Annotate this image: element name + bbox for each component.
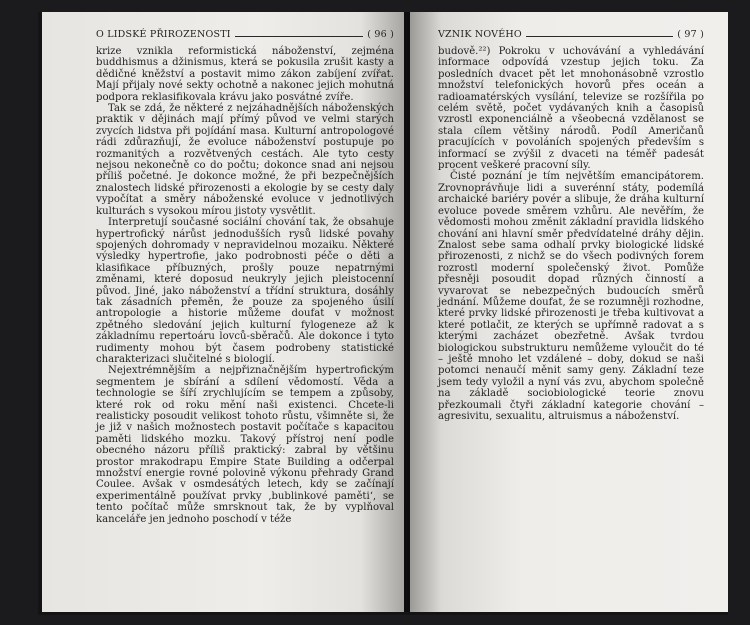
left-page-header — [96, 26, 394, 40]
paragraph: Tak se zdá, že některé z nejzáhadnějších náboženských praktik v dějinách mají přímý původ ve velmi starých zvycích lidstva při pojídání masa. Kulturní antropologové rádi zdůrazňují, že evoluce náboženství postupuje po rozmanitých a rozvětvených cestách. Ale tyto cesty nejsou nekonečně co do počtu; dokonce snad ani nejsou příliš početné. Je dokonce možné, že při bezpečnějších znalostech lidské přirozenosti a ekologie by se cesty daly vypočítat a směry náboženské evoluce v jednotlivých kulturách s vysokou mírou jistoty vysvětlit. — [96, 103, 394, 217]
paragraph: budově.²²) Pokroku v uchovávání a vyhledávání informace odpovídá vzestup jejich toku. Za posledních dvacet pět let mnohonásobně vzrostlo množství telefonických hovorů přes oceán a radioamatérských vysílání, televize se rozšířila po celém světě, počet vydávaných knih a časopisů vzrostl exponenciálně a všeobecná vzdělanost se stala cílem většiny národů. Podíl Američanů pracujících v povoláních spojených především s informací se zvýšil z dvaceti na téměř padesát procent veškeré pracovní síly. — [438, 46, 704, 172]
left-page-number: ( 96 ) — [367, 29, 394, 40]
left-page-text — [96, 46, 394, 525]
right-running-head: VZNIK NOVÉHO — [438, 29, 522, 40]
right-page — [410, 12, 728, 612]
header-rule — [526, 36, 673, 37]
right-page-number: ( 97 ) — [677, 29, 704, 40]
left-page — [42, 12, 404, 612]
right-page-text — [438, 46, 704, 422]
open-book — [38, 12, 728, 615]
paragraph: Čisté poznání je tím největším emancipátorem. Zrovnoprávňuje lidi a suverénní státy, podemílá archaické bariéry povér a slibuje, že dráha kulturní evoluce povede směrem vzhůru. Ale nevěřím, že vědomosti mohou změnit základní pravidla lidského chování ani hlavní směr předvídatelné dráhy dějin. Znalost sebe sama odhalí prvky biologické lidské přirozenosti, z nichž se do všech podivných forem rozrostl moderní společenský život. Pomůže přesněji posoudit dopad různých činností a vyvarovat se nebezpečných budoucích směrů jednání. Můžeme doufat, že se rozumněji rozhodne, které prvky lidské přirozenosti je třeba kultivovat a které potlačit, ze kterých se upřímně radovat a s kterými zacházet obezřetně. Avšak tvrdou biologickou substrukturu nemůžeme vyloučit do té – ještě mnoho let vzdálené – doby, dokud se naši potomci nenaučí měnit samy geny. Základní teze jsem tedy vyložil a nyní vás zvu, abychom společně na základě sociobiologické teorie znovu přezkoumali čtyři základní kategorie chování – agresivitu, sexualitu, altruismus a náboženství. — [438, 171, 704, 422]
left-running-head: O LIDSKÉ PŘIROZENOSTI — [96, 29, 231, 40]
header-rule — [235, 36, 364, 37]
paragraph: Interpretují současné sociální chování tak, že obsahuje hypertrofický nárůst jednodušších rysů lidské povahy spojených dohromady v nepravidelnou mozaiku. Některé výsledky hypertrofie, jako podrobnosti péče o děti a klasifikace příbuzných, prošly pouze nepatrnými změnami, které doposud neukryly jejich pleistocenní původ. Jiné, jako náboženství a třídní struktura, dosáhly tak zásadních přeměn, že pouze za spojeného úsilí antropologie a historie můžeme doufat v možnost zpětného sledování jejich kulturní fylogeneze až k základnímu repertoáru lovců-sběračů. Ale dokonce i tyto rudimenty mohou být časem podrobeny statistické charakterizaci slučitelné s biologií. — [96, 217, 394, 365]
right-page-header — [438, 26, 704, 40]
paragraph: krize vznikla reformistická náboženství, zejména buddhismus a džinismus, která se pokusila zrušit kasty a dědičné kněžství a postavit mimo zákon zabíjení zvířat. Mají přijaly nové sekty ochotně a nakonec jejich mohutná podpora reklasifikovala krávu jako posvátné zvíře. — [96, 46, 394, 103]
paragraph: Nejextrémnějším a nejpřiznačnějším hypertrofickým segmentem je sbírání a sdílení vědomostí. Věda a technologie se šíří zrychlujícím se tempem a způsoby, které rok od roku mění naši existenci. Chcete-li realisticky posoudit velikost tohoto růstu, všimněte si, že je již v našich možnostech postavit počítače s kapacitou paměti lidského mozku. Takový přístroj není podle obecného názoru příliš praktický: zabral by většinu prostor mrakodrapu Empire State Building a odčerpal množství energie rovné polovině výkonu přehrady Grand Coulee. Avšak v osmdesátých letech, kdy se začínají experimentálně používat prvky ‚bublinkové paměti‘, se tento počítač může smrsknout tak, že by vyplňoval kanceláře jen jednoho poschodí v téže — [96, 365, 394, 525]
